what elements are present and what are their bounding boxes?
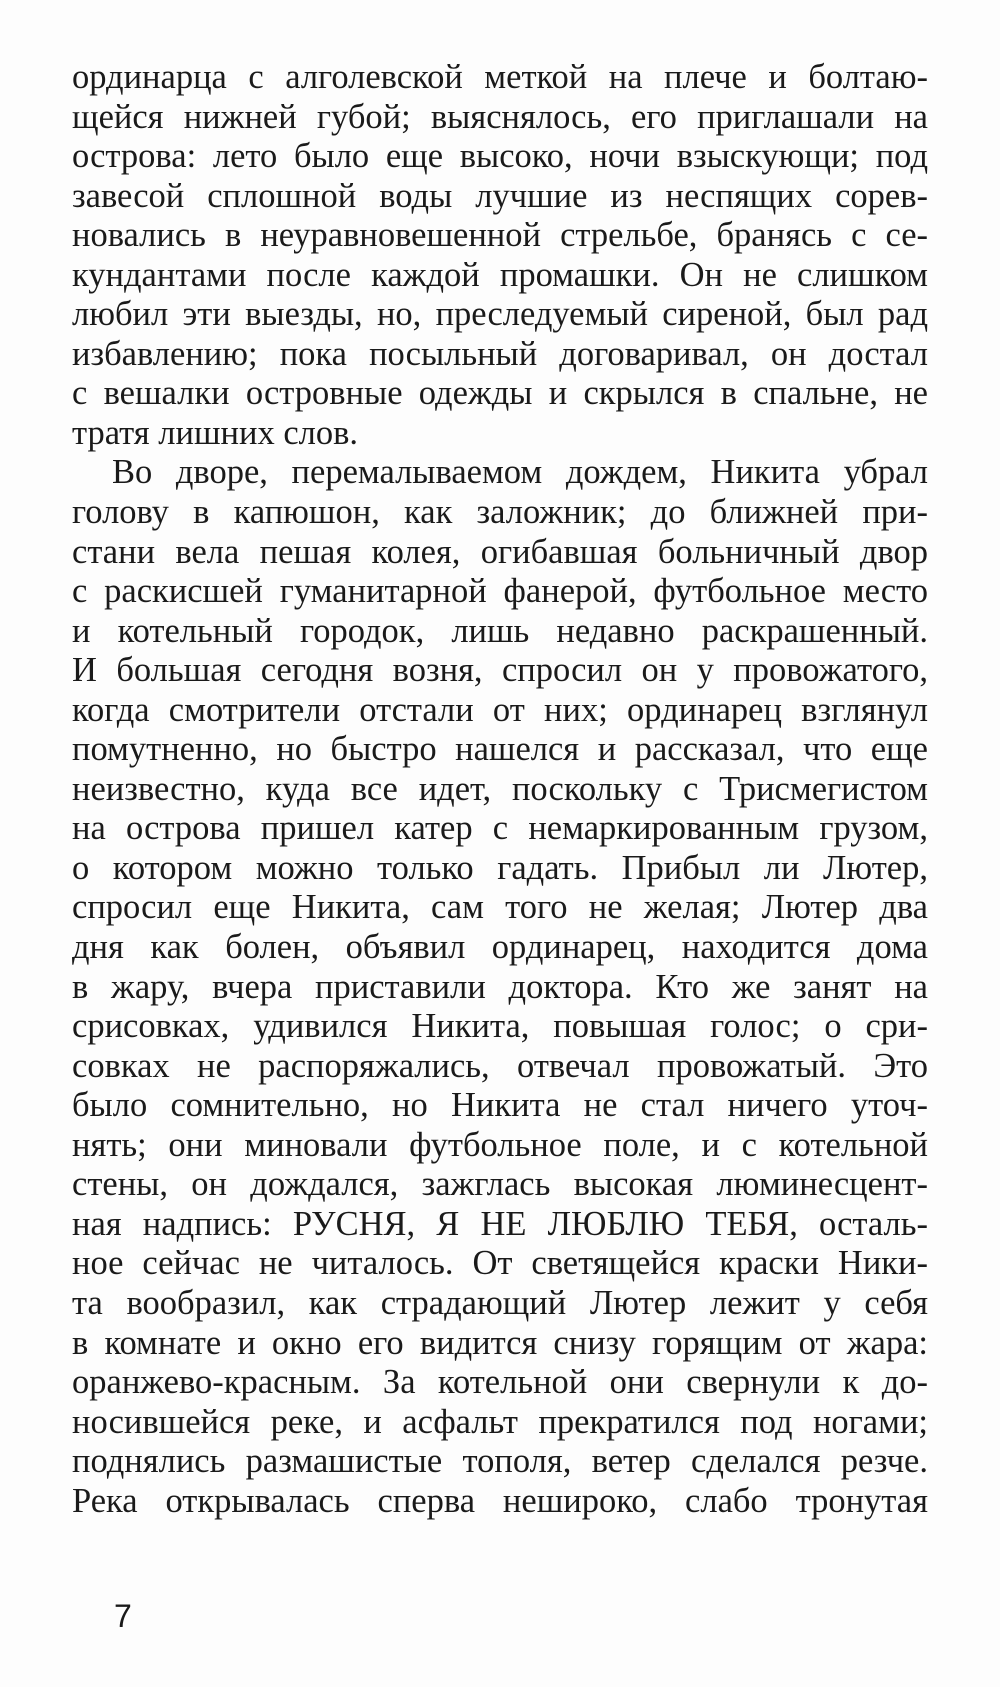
- text-line: срисовках, удивился Никита, повышая голос; о сри-: [72, 1007, 928, 1046]
- text-line: стены, он дождался, зажглась высокая люминесцент-: [72, 1165, 928, 1204]
- text-line: Во дворе, перемалываемом дождем, Никита убрал: [112, 453, 928, 492]
- text-line: кундантами после каждой промашки. Он не слишком: [72, 255, 928, 294]
- text-line: избавлению; пока посыльный договаривал, он достал: [72, 334, 928, 373]
- text-line: любил эти выезды, но, преследуемый сиреной, был рад: [72, 295, 928, 334]
- text-line: поднялись размашистые тополя, ветер сделался резче.: [72, 1442, 928, 1481]
- text-line: нять; они миновали футбольное поле, и с котельной: [72, 1125, 928, 1164]
- text-line: неизвестно, куда все идет, поскольку с Трисмегистом: [72, 769, 928, 808]
- text-line: И большая сегодня возня, спросил он у провожатого,: [72, 651, 928, 690]
- text-line: в жару, вчера приставили доктора. Кто же занят на: [72, 967, 928, 1006]
- text-line: помутненно, но быстро нашелся и рассказал, что еще: [72, 730, 928, 769]
- text-line: ординарца с алголевской меткой на плече и болтаю-: [72, 58, 928, 96]
- text-line: носившейся реке, и асфальт прекратился под ногами;: [72, 1402, 928, 1441]
- text-line: ная надпись: РУСНЯ, Я НЕ ЛЮБЛЮ ТЕБЯ, осталь-: [72, 1204, 928, 1243]
- text-line: совках не распоряжались, отвечал провожатый. Это: [72, 1046, 928, 1085]
- text-line: с раскисшей гуманитарной фанерой, футбольное место: [72, 572, 928, 611]
- text-line: в комнате и окно его видится снизу горящим от жара:: [72, 1323, 928, 1362]
- text-line: щейся нижней губой; выяснялось, его приглашали на: [72, 97, 928, 136]
- text-line: ное сейчас не читалось. От светящейся краски Ники-: [72, 1244, 928, 1283]
- text-line: голову в капюшон, как заложник; до ближней при-: [72, 493, 928, 532]
- text-line: с вешалки островные одежды и скрылся в спальне, не: [72, 374, 928, 413]
- text-line: было сомнительно, но Никита не стал ничего уточ-: [72, 1086, 928, 1125]
- text-line: когда смотрители отстали от них; ординарец взглянул: [72, 690, 928, 729]
- page-number: 7: [114, 1598, 132, 1634]
- text-line: стани вела пешая колея, огибавшая больничный двор: [72, 532, 928, 571]
- text-line: Река открывалась сперва нешироко, слабо тронутая: [72, 1481, 928, 1520]
- text-line: на острова пришел катер с немаркированным грузом,: [72, 809, 928, 848]
- text-line: о котором можно только гадать. Прибыл ли Лютер,: [72, 848, 928, 887]
- text-line: дня как болен, объявил ординарец, находится дома: [72, 928, 928, 967]
- body-text: [72, 58, 928, 1521]
- text-line: новались в неуравновешенной стрельбе, бранясь с се-: [72, 216, 928, 255]
- text-line: оранжево-красным. За котельной они свернули к до-: [72, 1363, 928, 1402]
- text-line: тратя лишних слов.: [72, 413, 359, 452]
- text-line: та вообразил, как страдающий Лютер лежит у себя: [72, 1283, 928, 1322]
- text-line: завесой сплошной воды лучшие из неспящих сорев-: [72, 176, 928, 215]
- text-line: и котельный городок, лишь недавно раскрашенный.: [72, 611, 928, 650]
- text-line: острова: лето было еще высоко, ночи взыскующи; под: [72, 137, 928, 176]
- text-line: спросил еще Никита, сам того не желая; Лютер два: [72, 888, 928, 927]
